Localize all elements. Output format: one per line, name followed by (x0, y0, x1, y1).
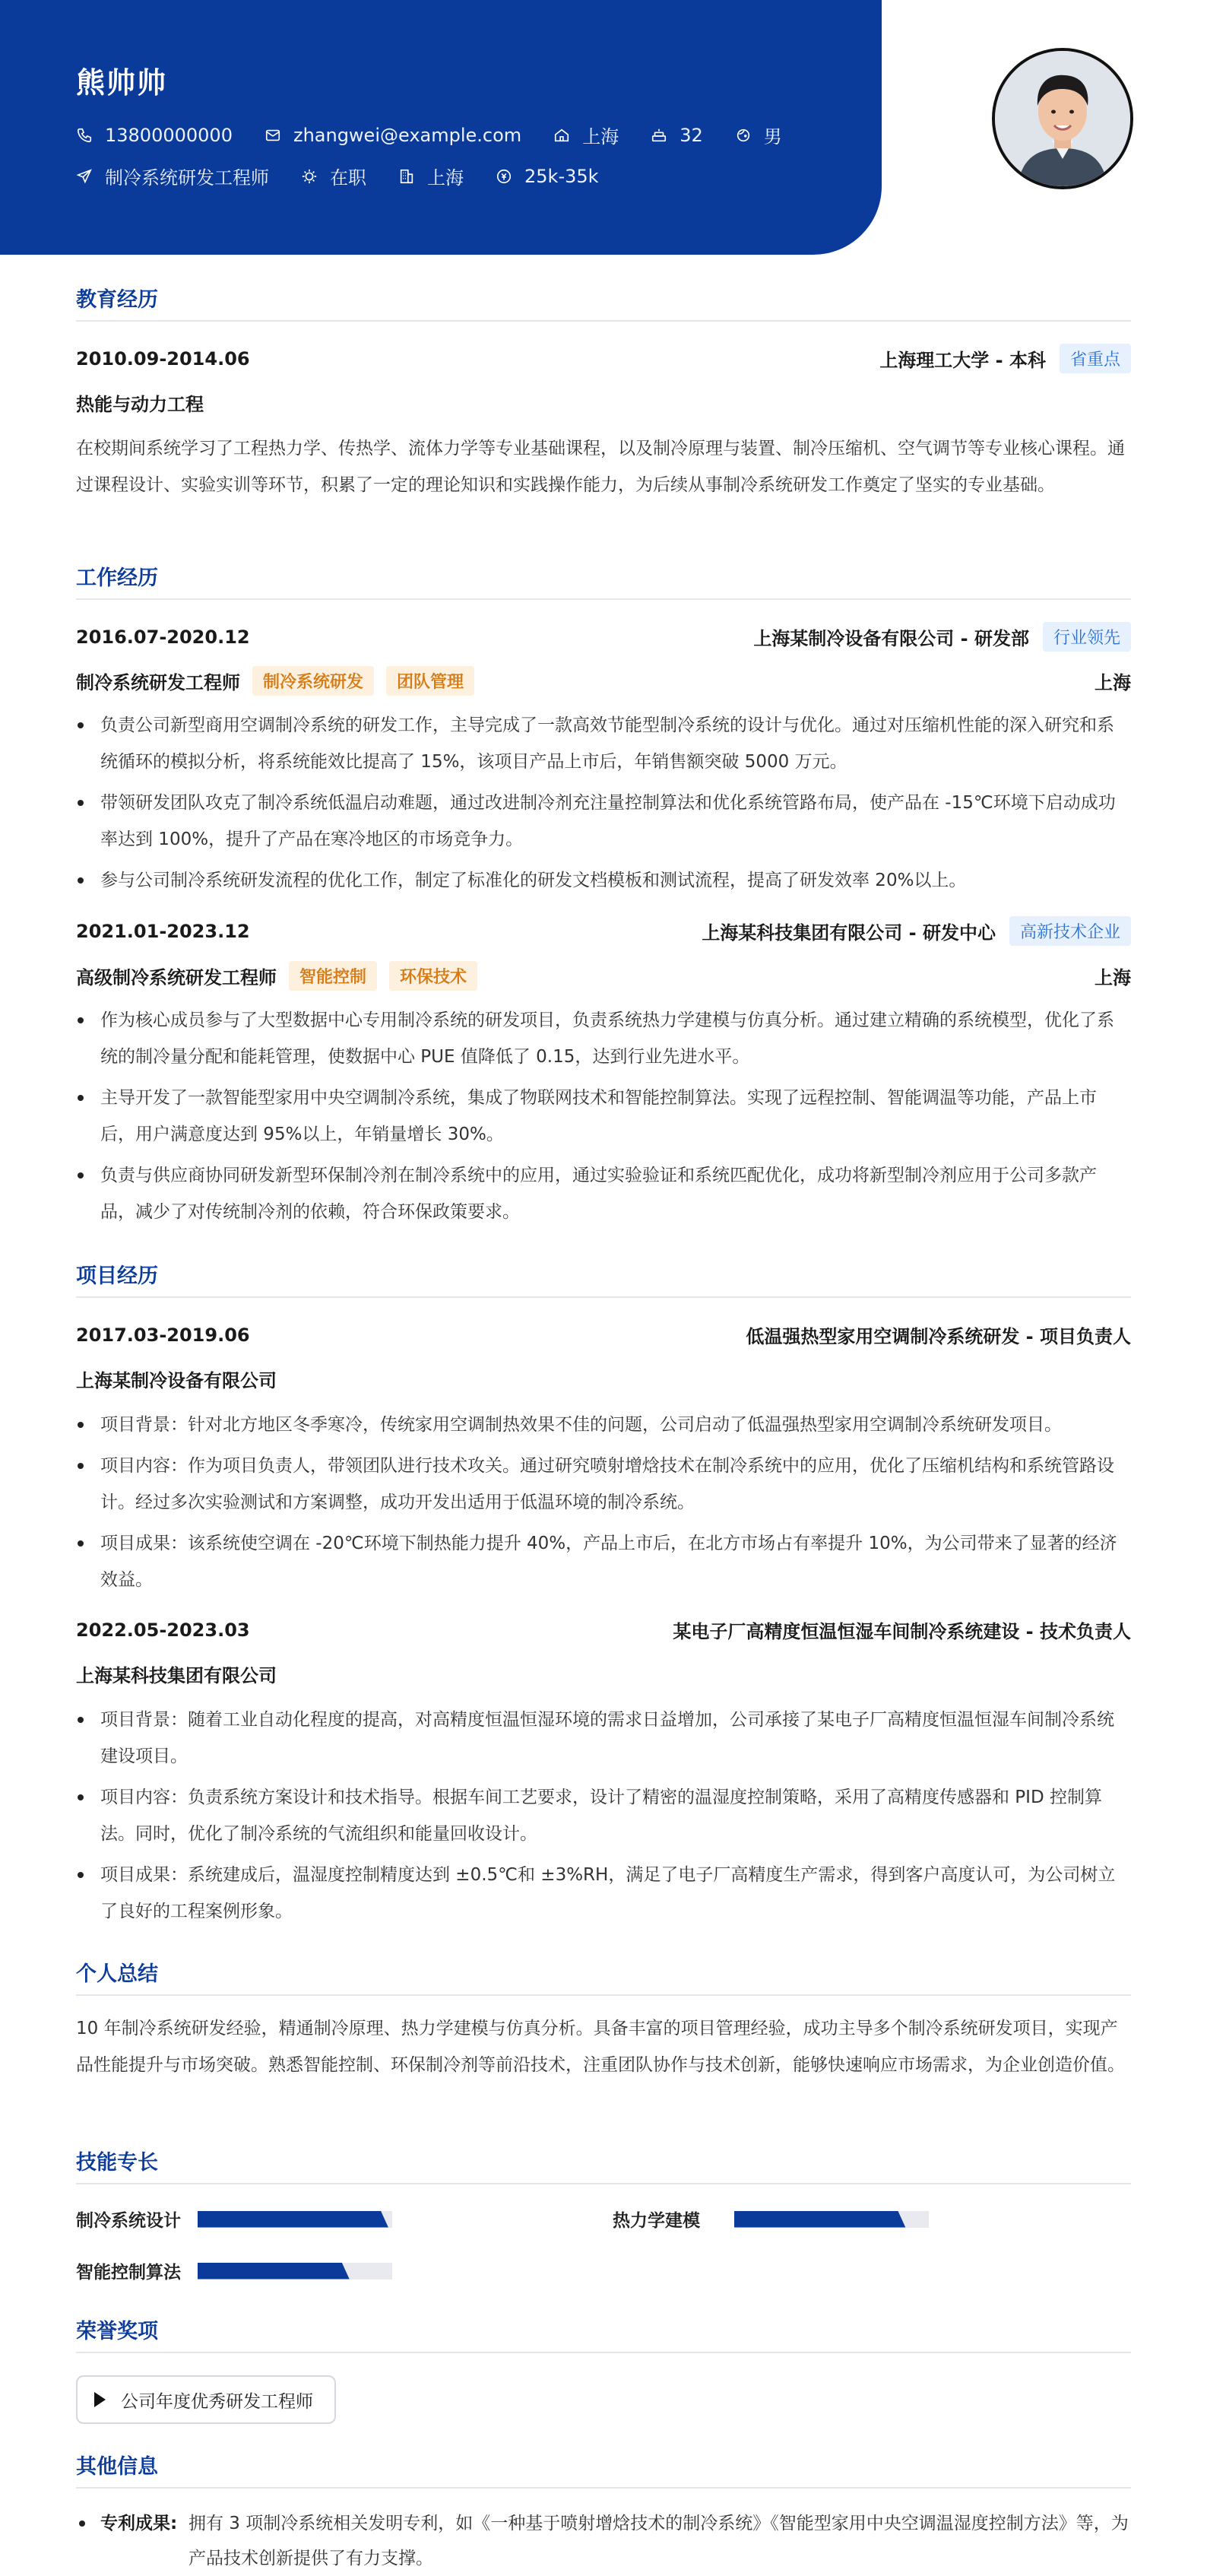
list-item: 项目背景：随着工业自动化程度的提高，对高精度恒温恒湿环境的需求日益增加，公司承接了某电子厂高精度恒温恒湿车间制冷系统建设项目。 (76, 1702, 1131, 1775)
project-2-name: 某电子厂高精度恒温恒湿车间制冷系统建设 - 技术负责人 (673, 1621, 1131, 1642)
building-icon (398, 168, 415, 185)
phone-icon (76, 127, 93, 144)
work-1-bullets (76, 707, 1131, 903)
skill-item (76, 2206, 392, 2232)
list-item: 项目内容：作为项目负责人，带领团队进行技术攻关。通过研究喷射增焓技术在制冷系统中的应用，优化了压缩机结构和系统管路设计。经过多次实验测试和方案调整，成功开发出适用于低温环境的制冷系统。 (76, 1448, 1131, 1521)
project-2-period: 2022.05-2023.03 (76, 1619, 250, 1641)
education-major-row (76, 389, 1131, 416)
work-2-header (76, 916, 1131, 946)
skill-bar (198, 2211, 392, 2228)
salary-item (496, 166, 599, 187)
education-school: 上海理工大学 - 本科 (879, 350, 1046, 371)
job-title-text: 制冷系统研发工程师 (105, 167, 269, 189)
mail-icon (265, 127, 281, 144)
list-item: 负责与供应商协同研发新型环保制冷剂在制冷系统中的应用，通过实验验证和系统匹配优化，成功将新型制冷剂应用于公司多款产品，减少了对传统制冷剂的依赖，符合环保政策要求。 (76, 1157, 1131, 1230)
work-1-skill-tag: 制冷系统研发 (252, 666, 374, 696)
section-title-work: 工作经历 (76, 561, 1131, 600)
city-item (398, 163, 464, 189)
age-icon (651, 127, 667, 144)
bullet-dot (79, 2520, 85, 2527)
skill-name: 热力学建模 (613, 2211, 700, 2231)
email-text: zhangwei@example.com (293, 124, 522, 146)
project-1-header (76, 1321, 1131, 1348)
education-tag: 省重点 (1060, 344, 1131, 373)
job-row (76, 163, 631, 189)
project-2-bullets (76, 1702, 1131, 1934)
section-title-project: 项目经历 (76, 1259, 1131, 1298)
work-1-role: 制冷系统研发工程师 (76, 672, 240, 693)
age-text: 32 (680, 124, 703, 146)
work-1-period: 2016.07-2020.12 (76, 626, 250, 648)
contact-row (76, 122, 814, 148)
skill-bar (734, 2211, 929, 2228)
project-2-company-row (76, 1661, 1131, 1687)
skill-bar-fill (198, 2263, 350, 2279)
candidate-name: 熊帅帅 (76, 66, 168, 100)
work-2-skill-tag: 环保技术 (389, 961, 477, 991)
skill-bar-fill (198, 2211, 388, 2228)
other-item (76, 2506, 1131, 2576)
other-key: 专利成果: (100, 2514, 178, 2533)
education-description: 在校期间系统学习了工程热力学、传热学、流体力学等专业基础课程，以及制冷原理与装置、制冷压缩机、空气调节等专业核心课程。通过课程设计、实验实训等环节，积累了一定的理论知识和实践操作能力，为后续从事制冷系统研发工作奠定了坚实的专业基础。 (76, 439, 1125, 495)
location-text: 上海 (582, 126, 619, 148)
work-1-skill-tag: 团队管理 (386, 666, 474, 696)
list-item: 带领研发团队攻克了制冷系统低温启动难题，通过改进制冷剂充注量控制算法和优化系统管路布局，使产品在 -15℃环境下启动成功率达到 100%，提升了产品在寒冷地区的市场竞争力。 (76, 785, 1131, 858)
work-1-role-row (76, 666, 1131, 696)
list-item: 作为核心成员参与了大型数据中心专用制冷系统的研发项目，负责系统热力学建模与仿真分析。通过建立精确的系统模型，优化了系统的制冷量分配和能耗管理，使数据中心 PUE 值降低了 0.15，达到行业先进水平。 (76, 1002, 1131, 1075)
other-value: 拥有 3 项制冷系统相关发明专利，如《一种基于喷射增焓技术的制冷系统》《智能型家用中央空调温湿度控制方法》等，为产品技术创新提供了有力支撑。 (188, 2514, 1129, 2568)
work-1-city: 上海 (1095, 672, 1131, 693)
header-banner (0, 0, 882, 255)
project-2-header (76, 1616, 1131, 1643)
award-badge (76, 2375, 336, 2424)
send-icon (76, 168, 93, 185)
skill-bar-fill (734, 2211, 905, 2228)
work-1-tag: 行业领先 (1043, 622, 1131, 652)
salary-text: 25k-35k (524, 165, 599, 187)
status-icon (301, 168, 318, 185)
education-major: 热能与动力工程 (76, 394, 204, 415)
work-2-role-row (76, 961, 1131, 991)
section-title-summary: 个人总结 (76, 1957, 1131, 1996)
skill-item (613, 2206, 929, 2232)
section-title-education: 教育经历 (76, 283, 1131, 322)
avatar (992, 48, 1133, 189)
section-title-other: 其他信息 (76, 2450, 1131, 2489)
project-2-company: 上海某科技集团有限公司 (76, 1665, 277, 1686)
education-header (76, 344, 1131, 373)
section-title-awards: 荣誉奖项 (76, 2314, 1131, 2353)
skill-bar (198, 2263, 392, 2279)
project-1-company: 上海某制冷设备有限公司 (76, 1370, 277, 1391)
project-1-bullets (76, 1407, 1131, 1603)
phone-item (76, 125, 233, 146)
list-item: 项目成果：系统建成后，温湿度控制精度达到 ±0.5℃和 ±3%RH，满足了电子厂高精度生产需求，得到客户高度认可，为公司树立了良好的工程案例形象。 (76, 1857, 1131, 1930)
email-item (265, 125, 521, 146)
project-1-company-row (76, 1366, 1131, 1392)
age-item (651, 125, 703, 146)
summary-text: 10 年制冷系统研发经验，精通制冷原理、热力学建模与仿真分析。具备丰富的项目管理经验，成功主导多个制冷系统研发项目，实现产品性能提升与市场突破。熟悉智能控制、环保制冷剂等前沿技术，注重团队协作与技术创新，能够快速响应市场需求，为企业创造价值。 (76, 2019, 1125, 2075)
list-item: 负责公司新型商用空调制冷系统的研发工作，主导完成了一款高效节能型制冷系统的设计与优化。通过对压缩机性能的深入研究和系统循环的模拟分析，将系统能效比提高了 15%，该项目产品上市后，年销售额突破 5000 万元。 (76, 707, 1131, 780)
work-2-period: 2021.01-2023.12 (76, 920, 250, 942)
list-item: 参与公司制冷系统研发流程的优化工作，制定了标准化的研发文档模板和测试流程，提高了研发效率 20%以上。 (76, 862, 1131, 899)
work-2-company: 上海某科技集团有限公司 - 研发中心 (702, 922, 996, 944)
list-item: 项目内容：负责系统方案设计和技术指导。根据车间工艺要求，设计了精密的温湿度控制策略，采用了高精度传感器和 PID 控制算法。同时，优化了制冷系统的气流组织和能量回收设计。 (76, 1779, 1131, 1852)
gender-text: 男 (763, 126, 782, 148)
list-item: 主导开发了一款智能型家用中央空调制冷系统，集成了物联网技术和智能控制算法。实现了远程控制、智能调温等功能，产品上市后，用户满意度达到 95%以上，年销量增长 30%。 (76, 1080, 1131, 1153)
status-text: 在职 (330, 167, 366, 189)
work-2-bullets (76, 1002, 1131, 1235)
award-text: 公司年度优秀研发工程师 (121, 2391, 313, 2412)
home-icon (553, 127, 570, 144)
work-1-company: 上海某制冷设备有限公司 - 研发部 (753, 628, 1029, 649)
job-title-item (76, 163, 269, 189)
gender-item (735, 122, 782, 148)
phone-text: 13800000000 (105, 124, 233, 146)
list-item: 项目成果：该系统使空调在 -20℃环境下制热能力提升 40%，产品上市后，在北方市场占有率提升 10%，为公司带来了显著的经济效益。 (76, 1525, 1131, 1598)
location-item (553, 122, 619, 148)
list-item: 项目背景：针对北方地区冬季寒冷，传统家用空调制热效果不佳的问题，公司启动了低温强热型家用空调制冷系统研发项目。 (76, 1407, 1131, 1443)
coin-icon (496, 168, 512, 185)
skill-name: 智能控制算法 (76, 2263, 181, 2283)
work-2-skill-tag: 智能控制 (289, 961, 377, 991)
play-icon (94, 2392, 106, 2407)
work-1-header (76, 622, 1131, 652)
section-title-skills: 技能专长 (76, 2146, 1131, 2184)
skill-name: 制冷系统设计 (76, 2211, 181, 2231)
work-2-tag: 高新技术企业 (1009, 916, 1131, 946)
project-1-period: 2017.03-2019.06 (76, 1324, 250, 1346)
gender-icon (735, 127, 752, 144)
skill-item (76, 2258, 392, 2283)
education-period: 2010.09-2014.06 (76, 347, 250, 370)
work-2-city: 上海 (1095, 967, 1131, 988)
city-text: 上海 (427, 167, 464, 189)
status-item (301, 163, 366, 189)
project-1-name: 低温强热型家用空调制冷系统研发 - 项目负责人 (746, 1326, 1131, 1347)
work-2-role: 高级制冷系统研发工程师 (76, 967, 277, 988)
